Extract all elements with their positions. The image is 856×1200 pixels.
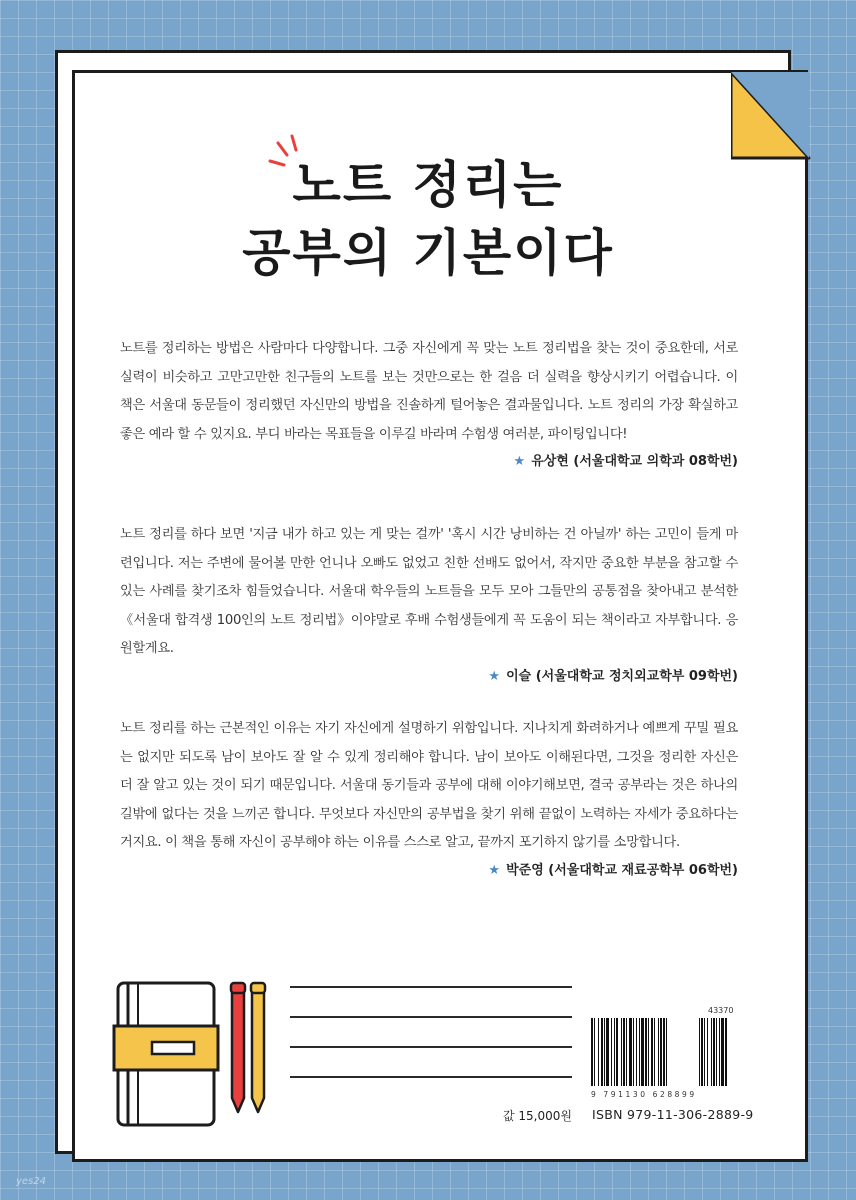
ruled-line: [290, 1076, 572, 1078]
barcode-icon: [591, 1018, 731, 1088]
testimonial-author: [120, 449, 738, 475]
heading-line-1: 노트 정리는: [292, 156, 564, 214]
heading-line-2: 공부의 기본이다: [242, 224, 614, 282]
notebook-and-pens-icon: [112, 978, 272, 1130]
testimonial-author: [120, 858, 738, 884]
testimonial-2: [120, 521, 738, 690]
barcode-addon-number: 43370: [708, 1006, 734, 1015]
isbn-label: ISBN 979-11-306-2889-9: [592, 1107, 754, 1122]
ruled-line: [290, 986, 572, 988]
testimonial-text: 노트를 정리하는 방법은 사람마다 다양합니다. 그중 자신에게 꼭 맞는 노트 정리법을 찾는 것이 중요한데, 서로 실력이 비슷하고 고만고만한 친구들의 노트를 보는 것만으로는 한 걸음 더 실력을 향상시키기 어렵습니다. 이 책은 서울대 동문들이 정리했던 자신만의 방법을 진솔하게 털어놓은 결과물입니다. 노트 정리의 가장 확실하고 좋은 예라 할 수 있지요. 부디 바라는 목표들을 이루길 바라며 수험생 여러분, 파이팅입니다!: [120, 341, 738, 442]
star-icon: ★: [488, 862, 501, 878]
testimonial-text: 노트 정리를 하다 보면 '지금 내가 하고 있는 게 맞는 걸까' '혹시 시간 낭비하는 건 아닐까' 하는 고민이 들게 마련입니다. 저는 주변에 물어볼 만한 언니나 오빠도 없었고 친한 선배도 없어서, 작지만 중요한 부분을 참고할 수 있는 사례를 찾기조차 힘들었습니다. 서울대 학우들의 노트들을 모두 모아 그들만의 공통점을 찾아내고 분석한 《서울대 합격생 100인의 노트 정리법》이야말로 후배 수험생들에게 꼭 도움이 되는 책이라고 자부합니다. 응원할게요.: [120, 527, 738, 657]
watermark: yes24: [16, 1176, 47, 1187]
author-name: 박준영 (서울대학교 재료공학부 06학번): [506, 862, 738, 878]
folded-corner-icon: [731, 72, 811, 162]
star-icon: ★: [513, 454, 526, 470]
ruled-line: [290, 1016, 572, 1018]
testimonial-3: [120, 715, 738, 884]
price-label: 값 15,000원: [503, 1109, 572, 1123]
testimonial-text: 노트 정리를 하는 근본적인 이유는 자기 자신에게 설명하기 위함입니다. 지나치게 화려하거나 예쁘게 꾸밀 필요는 없지만 되도록 남이 보아도 잘 알 수 있게 정리해야 합니다. 남이 보아도 이해된다면, 그것을 정리한 자신은 더 잘 알고 있는 것이 되기 때문입니다. 서울대 동기들과 공부에 대해 이야기해보면, 결국 공부라는 것은 하나의 길밖에 없다는 것을 느끼곤 합니다. 무엇보다 자신만의 공부법을 찾기 위해 끝없이 노력하는 자세가 중요하다는 거지요. 이 책을 통해 자신이 공부해야 하는 이유를 스스로 알고, 끝까지 포기하지 않기를 소망합니다.: [120, 721, 738, 851]
barcode-digits: 9 791130 628899: [591, 1090, 697, 1099]
testimonial-author: [120, 664, 738, 690]
star-icon: ★: [488, 668, 501, 684]
author-name: 유상현 (서울대학교 의학과 08학번): [531, 454, 738, 470]
ruled-line: [290, 1046, 572, 1048]
testimonial-1: [120, 335, 738, 475]
author-name: 이슬 (서울대학교 정치외교학부 09학번): [506, 668, 738, 684]
